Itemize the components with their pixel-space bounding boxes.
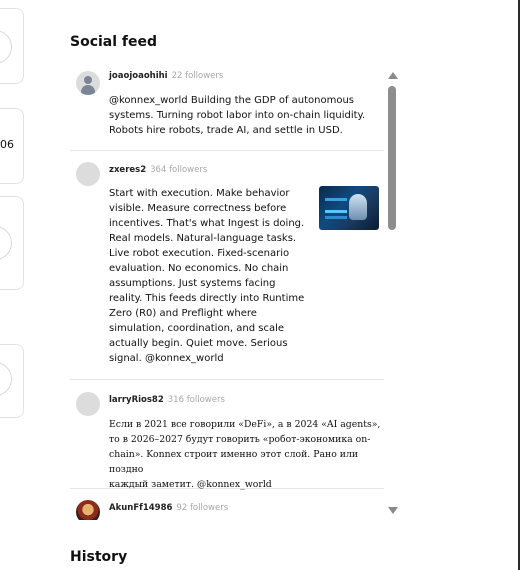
history-title: History [70,549,128,565]
post-text-line: actually begin. Quiet move. Serious [109,338,288,349]
post-text-line: reality. This feeds directly into Runtime [109,293,305,304]
default-avatar-icon [76,392,100,416]
post-header [109,503,228,513]
post-text-line: visible. Measure correctness before [109,203,287,214]
scrollbar-thumb[interactable] [388,86,396,230]
post-text-line: каждый заметит. @konnex_world [109,479,272,490]
profile-photo [76,500,100,520]
left-card-value: 06 [0,138,14,151]
feed-post[interactable] [70,151,384,380]
post-header [109,395,225,405]
post-followers: 316 followers [167,395,225,405]
feed-post[interactable] [70,64,384,151]
post-text-line: chain». Konnex строит именно этот слой. Рано или поздно [109,449,359,475]
post-header [109,165,207,175]
feed-post[interactable] [70,489,384,520]
post-header [109,71,223,81]
post-text-line: incentives. That's what Ingest is doing. [109,218,305,229]
default-avatar-icon [76,162,100,186]
post-text [109,417,384,492]
post-text-line: Start with execution. Make behavior [109,188,290,199]
post-text-line: simulation, coordination, and scale [109,323,285,334]
post-username[interactable]: AkunFf14986 [109,503,173,513]
post-text-line: то в 2026–2027 будут говорить «робот-экономика on- [109,434,371,445]
post-text-line: Live robot execution. Fixed-scenario [109,248,290,259]
post-followers: 92 followers [176,503,229,513]
feed-post[interactable] [70,380,384,489]
post-text [109,93,365,138]
social-feed-title: Social feed [70,34,158,50]
triangle-down-icon[interactable] [388,507,398,514]
post-username[interactable]: zxeres2 [109,165,147,175]
robot-image[interactable] [319,186,379,230]
post-text-line: systems. Turning robot labor into on-chain liquidity. [109,110,366,121]
post-followers: 22 followers [171,71,224,81]
post-text-line: @konnex_world Building the GDP of autonomous [109,95,355,106]
post-text-line: signal. @konnex_world [109,353,224,364]
post-text-line: assumptions. Just systems facing [109,278,276,289]
post-text-line: Robots hire robots, trade AI, and settle in USD. [109,125,343,136]
post-username[interactable]: larryRios82 [109,395,164,405]
triangle-up-icon[interactable] [388,72,398,79]
post-text [109,186,304,366]
feed-scrollbar[interactable] [384,70,400,518]
post-text-line: Real models. Natural-language tasks. [109,233,297,244]
default-user-icon [76,71,100,95]
post-text-line: Zero (R0) and Preflight where [109,308,257,319]
post-text-line: evaluation. No economics. No chain [109,263,289,274]
post-text-line: Если в 2021 все говорили «DeFi», а в 2024 «AI agents», [109,419,381,430]
social-feed-list[interactable] [70,64,400,520]
post-username[interactable]: joaojoaohihi [109,71,168,81]
post-followers: 364 followers [150,165,208,175]
